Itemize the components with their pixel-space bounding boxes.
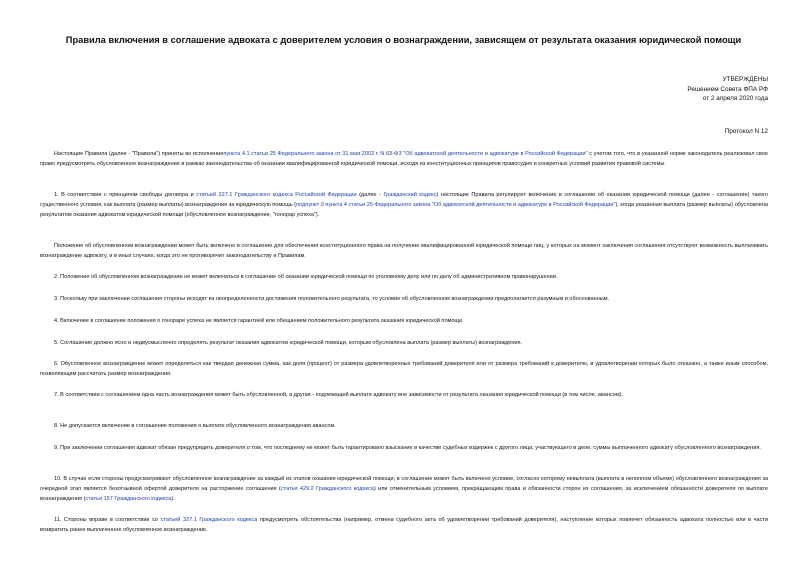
p1-text-d: ), когда указанная выплата (размер выплаты) обусловлена результатом оказания адвокатом юридической помощи (обусловленное вознаграждение, "гонорар успеха"). bbox=[40, 202, 768, 219]
civil-code-157-link[interactable]: статья 157 Гражданского кодекса bbox=[85, 496, 172, 503]
p1-text-c: ) настоящие Правила регулируют включение в соглашение об оказании юридической помощи (далее - соглашение) такого существенного условия, как выплата (размер выплаты) вознаграждения за юридическую помощь ( bbox=[40, 192, 769, 209]
protocol-number: Протокол N 12 bbox=[724, 128, 768, 135]
approval-line-date: от 2 апреля 2020 года bbox=[702, 95, 768, 102]
paragraph-3: 3. Поскольку при заключении соглашения стороны исходят из неопределенности достижения положительного результата, то условие об обусловленном вознаграждении предполагается разумным и обоснованным. bbox=[54, 296, 610, 302]
approval-block bbox=[687, 75, 768, 104]
p1-text: 1. В соответствии с принципом свободы договора и bbox=[54, 192, 197, 198]
p10-text-c: ). bbox=[171, 496, 175, 503]
p1-text-b: (далее - bbox=[356, 192, 384, 198]
p10-text: 10. В случае если стороны предусматривают обусловленное вознаграждение за каждый из этапов оказания юридической помощи, в соглашение может быть включено условие, согласно которому невыплата (выплата в неполном объеме) обусловленного вознаграждения за очередной этап является безотзывной офертой доверителя на расторжение соглашения ( bbox=[40, 476, 768, 493]
paragraph-10 bbox=[40, 474, 768, 505]
civil-code-327-link-2[interactable]: статьей 327.1 Гражданского кодекса bbox=[160, 517, 258, 523]
paragraph-position: Положение об обусловленном вознаграждении может быть включено в соглашение для обеспечения конституционного права на получение квалифицированной юридической помощи лиц, у которых на момент заключения соглашения отсутствуют возможность выплачивать вознаграждение адвокату, и в иных случаях, когда это не противоречит законодательству и Правилам. bbox=[40, 243, 768, 260]
document-title: Правила включения в соглашение адвоката с доверителем условия о вознаграждении, зависящем от результата оказания юридической помощи bbox=[65, 35, 742, 45]
civil-code-link[interactable]: Гражданский кодекс bbox=[383, 192, 437, 198]
civil-code-327-link[interactable]: статьей 327.1 Гражданского кодекса Российской Федерации bbox=[196, 192, 357, 198]
intro-text-rest: с учетом того, что в указанной норме законодатель реализовал свое право предусмотреть обусловленное вознаграждение в рамках законодательства об оказании квалифицированной юридической помощи, исходя из конституционных принципов правосудия и конкретных условий развития правовой системы. bbox=[40, 151, 768, 168]
paragraph-7: 7. В соответствии с соглашением одна часть вознаграждения может быть обусловленной, а другая - подлежащей выплате адвокату вне зависимости от результата оказания юридической помощи (в том числе, авансом). bbox=[54, 392, 624, 398]
paragraph-11 bbox=[40, 515, 768, 535]
approval-line-council: Решением Совета ФПА РФ bbox=[687, 85, 768, 93]
paragraph-2: 2. Положение об обусловленном вознаграждении не может включаться в соглашение об оказании юридической помощи по уголовному делу или по делу об административном правонарушении. bbox=[54, 274, 558, 280]
law-article-25-link[interactable]: подпункт 3 пункта 4 статьи 25 Федерального закона "Об адвокатской деятельности и адвокатуре в Российской Федерации" bbox=[296, 202, 616, 209]
paragraph-9: 9. При заключении соглашения адвокат обязан предупредить доверителя о том, что последнему не может быть гарантировано взыскание в качестве судебных издержек с другого лица, участвующего в деле, суммы выплаченного адвокату обусловленного вознаграждения. bbox=[54, 445, 761, 451]
paragraph-8: 8. Не допускается включение в соглашение положения о выплате обусловленного вознаграждения авансом. bbox=[54, 423, 336, 429]
intro-text: Настоящие Правила (далее - "Правила") приняты во исполнение bbox=[54, 151, 224, 157]
paragraph-4: 4. Включение в соглашение положения о гонораре успеха не является гарантией или обещанием положительного результата оказания юридической помощи. bbox=[54, 318, 464, 324]
law-63-fz-link[interactable]: пункта 4.1 статьи 25 Федерального закона от 31 мая 2002 г. N 63-ФЗ "Об адвокатской деятельности и адвокатуре в Российской Федерации" bbox=[223, 151, 588, 157]
p10-text-b: ) или отменительным условием, прекращающим права и обязанности сторон из соглашения, за исключением обязанности доверителя по выплате вознаграждения ( bbox=[40, 486, 768, 503]
paragraph-5: 5. Соглашение должно ясно и недвусмысленно определять результат оказания адвокатом юридической помощи, которым обусловлена выплата (размер выплаты) вознаграждения. bbox=[54, 340, 523, 346]
p11-text: 11. Стороны вправе в соответствии со bbox=[54, 517, 161, 523]
civil-code-429-link[interactable]: статья 429.2 Гражданского кодекса bbox=[280, 486, 374, 493]
paragraph-6: 6. Обусловленное вознаграждение может определяться как твердая денежная сумма, как доля (процент) от размера удовлетворенных требований доверителя или от размера требований к доверителю, в удовлетворении которых было отказано, а также иным способом, позволяющим рассчитать размер вознаграждения. bbox=[40, 361, 768, 378]
paragraph-1 bbox=[40, 190, 768, 221]
intro-paragraph bbox=[40, 149, 768, 169]
p11-text-b: предусмотреть обстоятельства (например, отмена судебного акта об удовлетворении требований доверителя), наступление которых повлечет обязанность адвоката полностью или в части возвратить ранее выплаченное обусловленное вознаграждение. bbox=[40, 517, 769, 534]
approval-line-approved: УТВЕРЖДЕНЫ bbox=[722, 76, 768, 83]
